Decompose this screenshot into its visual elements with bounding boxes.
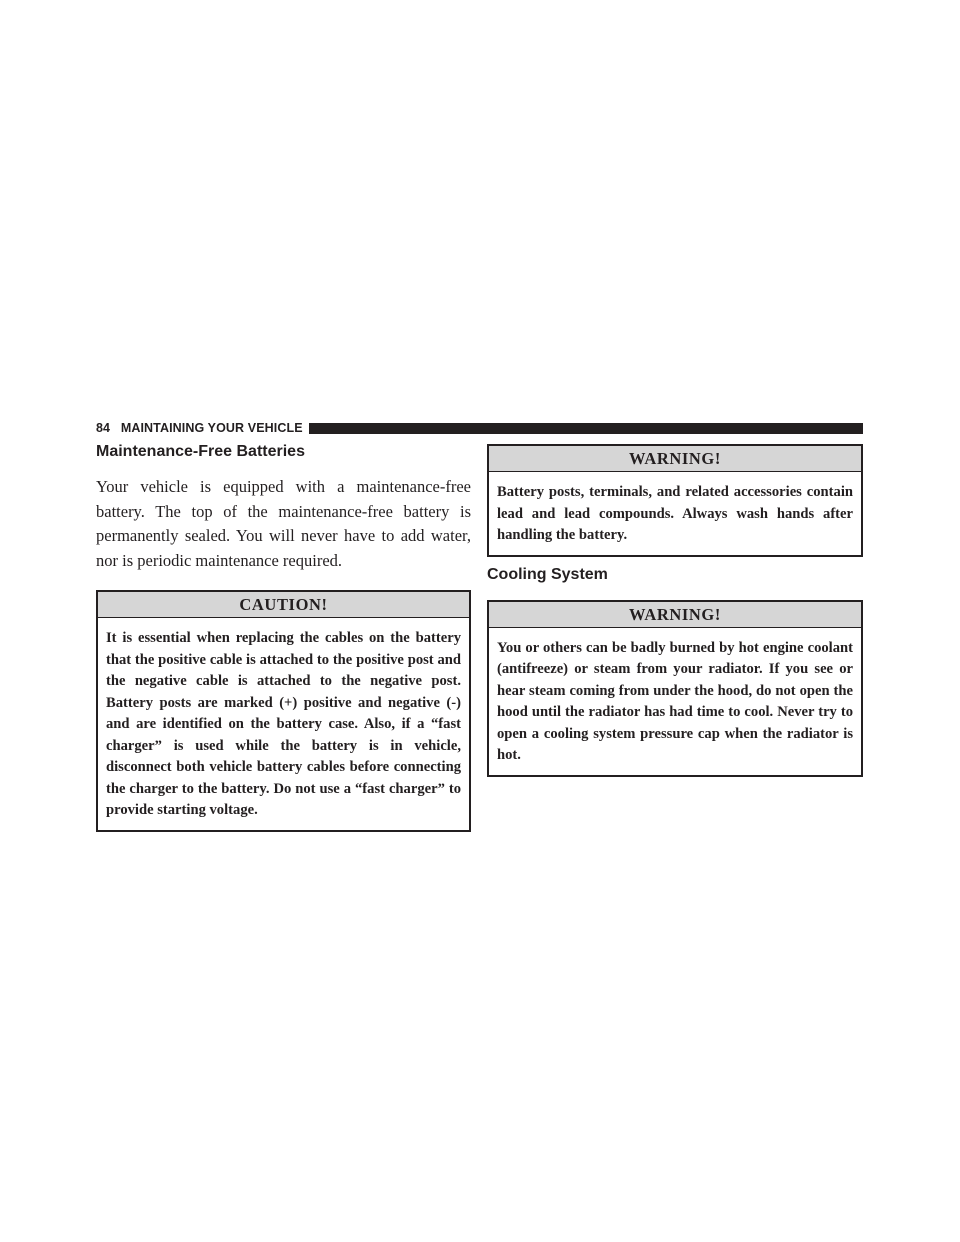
page-header-label	[96, 421, 309, 435]
left-column	[96, 441, 471, 832]
section-title: MAINTAINING YOUR VEHICLE	[120, 421, 303, 435]
caution-title: CAUTION!	[98, 592, 469, 618]
caution-box	[96, 590, 471, 832]
cooling-warning-text: You or others can be badly burned by hot engine coolant (antifreeze) or steam from your radiator. If you see or hear steam coming from under the hood, do not open the hood until the radiator has had time to cool. Never try to open a cooling system pressure cap when the radiator is hot.	[497, 639, 853, 763]
caution-text: It is essential when replacing the cables on the battery that the positive cable is attached to the positive post and the negative cable is attached to the negative post. Battery posts are marked (+) positive and negative (-) and are identified on the battery case. Also, if a “fast charger” is used while the battery is in vehicle, disconnect both vehicle battery cables before connecting the charger to the battery. Do not use a “fast charger” to provide starting voltage.	[106, 630, 461, 818]
page-header	[96, 418, 863, 438]
cooling-system-heading: Cooling System	[487, 565, 608, 583]
maintenance-free-batteries-heading: Maintenance-Free Batteries	[96, 443, 305, 460]
header-rule	[309, 423, 863, 434]
right-column	[487, 444, 863, 777]
cooling-warning-title: WARNING!	[489, 602, 861, 628]
battery-warning-box	[487, 444, 863, 557]
cooling-warning-box	[487, 600, 863, 777]
batteries-paragraph: Your vehicle is equipped with a maintenance-free battery. The top of the maintenance-free battery is permanently sealed. You will never have to add water, nor is periodic maintenance required.	[96, 477, 471, 570]
battery-warning-title: WARNING!	[489, 446, 861, 472]
battery-warning-text: Battery posts, terminals, and related accessories contain lead and lead compounds. Always wash hands after handling the battery.	[497, 484, 853, 543]
page-number: 84	[96, 421, 111, 435]
